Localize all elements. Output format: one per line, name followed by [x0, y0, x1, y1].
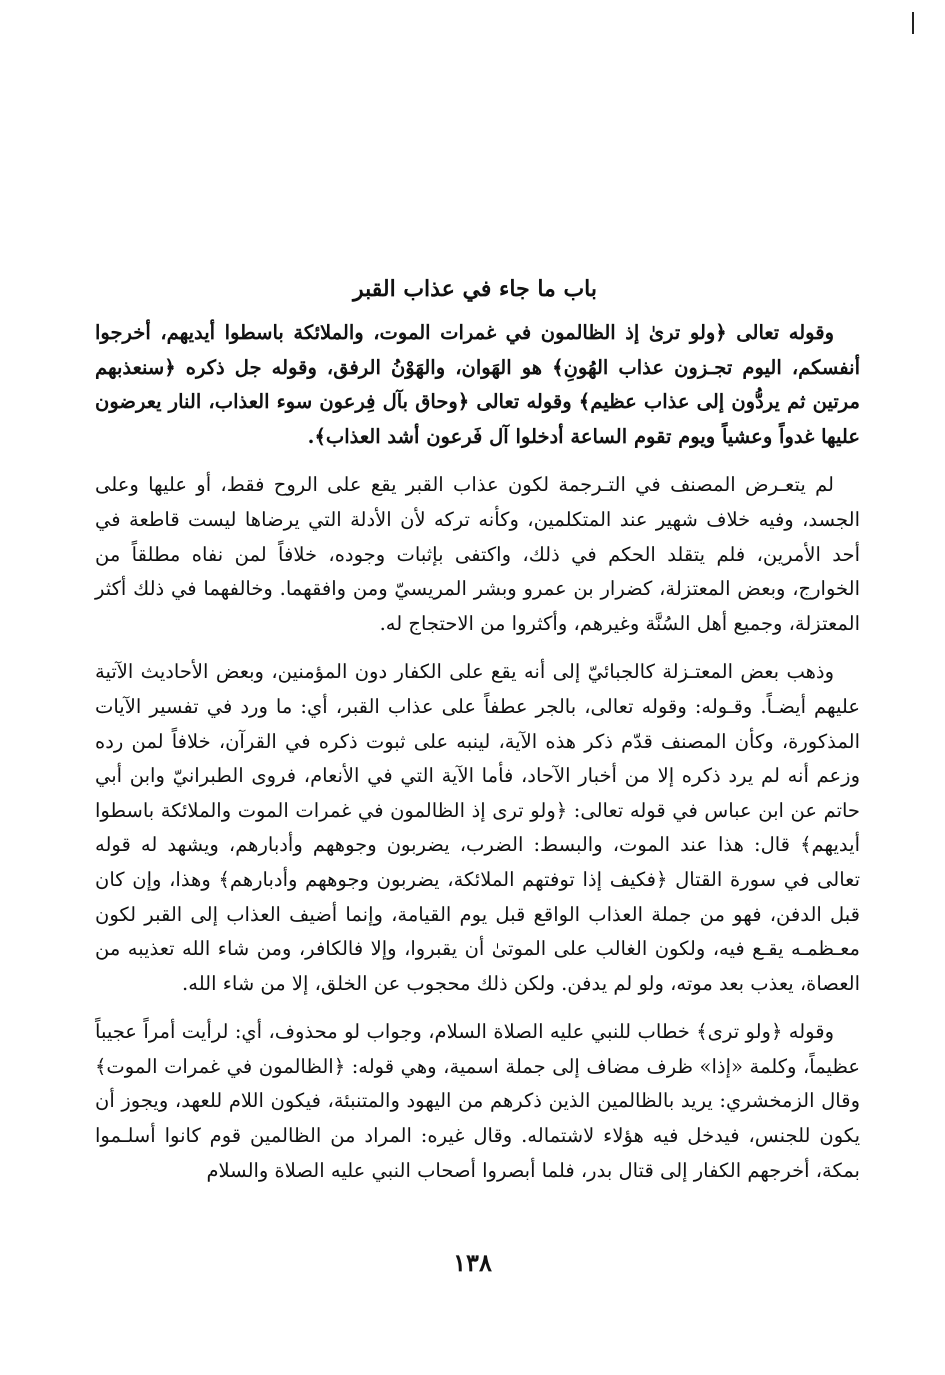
- body-text: [95, 316, 860, 1202]
- paragraph-commentary-1: لم يتعـرض المصنف في التـرجمة لكون عذاب القبر يقع على الروح فقط، أو عليها وعلى الجسد، وفيه خلاف شهير عند المتكلمين، وكأنه تركه لأن الأدلة التي يرضاها ليست قاطعة في أحد الأمرين، فلم يتقلد الحكم في ذلك، واكتفى بإثبات وجوده، خلافاً لمن نفاه مطلقاً من الخوارج، وبعض المعتزلة، كضرار بن عمرو وبشر المريسيّ ومن وافقهما. وخالفهما في ذلك أكثر المعتزلة، وجميع أهل السُنَّة وغيرهم، وأكثروا من الاحتجاج له.: [95, 473, 860, 635]
- chapter-heading: باب ما جاء في عذاب القبر: [352, 276, 598, 302]
- scan-margin-mark: [912, 12, 914, 34]
- page-number: ١٣٨: [453, 1248, 492, 1277]
- paragraph-commentary-2: وذهب بعض المعتـزلة كالجبائيّ إلى أنه يقع على الكفار دون المؤمنين، وبعض الأحاديث الآتية عليهم أيضـاً. وقـوله: وقوله تعالى، بالجر عطفاً على عذاب القبر، أي: ما ورد في تفسير الآيات المذكورة، وكأن المصنف قدّم ذكر هذه الآية، لينبه على ثبوت ذكره في القرآن، خلافاً لمن رده وزعم أنه لم يرد ذكره إلا من أخبار الآحاد، فأما الآية التي في الأنعام، فروى الطبرانيّ وابن أبي حاتم عن ابن عباس في قوله تعالى: ﴿ولو ترى إذ الظالمون في غمرات الموت والملائكة باسطوا أيديهم﴾ قال: هذا عند الموت، والبسط: الضرب، يضربون وجوههم وأدبارهم، ويشهد له قوله تعالى في سورة القتال ﴿فكيف إذا توفتهم الملائكة، يضربون وجوههم وأدبارهم﴾ وهذا، وإن كان قبل الدفن، فهو من جملة العذاب الواقع قبل يوم القيامة، وإنما أضيف العذاب إلى القبر لكون معـظمـه يقـع فيه، ولكون الغالب على الموتىٰ أن يقبروا، وإلا فالكافر، ومن شاء الله تعذيبه من العصاة، يعذب بعد موته، ولو لم يدفن. ولكن ذلك محجوب عن الخلق، إلا من شاء الله.: [95, 660, 860, 995]
- paragraph-quranic-verses: وقوله تعالى ﴿ولو ترىٰ إذ الظالمون في غمرات الموت، والملائكة باسطوا أيديهم، أخرجوا أنفسكم، اليوم تجـزون عذاب الهُونِ﴾ هو الهَوان، والهَوْنُ الرفق، وقوله جل ذكره ﴿سنعذبهم مرتين ثم يردُّون إلى عذاب عظيم﴾ وقوله تعالى ﴿وحاق بآل فِرعون سوء العذاب، النار يعرضون عليها غدواً وعشياً ويوم تقوم الساعة أدخلوا آل فَرعون أشد العذاب﴾.: [95, 321, 860, 448]
- paragraph-commentary-3: وقوله ﴿ولو ترى﴾ خطاب للنبي عليه الصلاة السلام، وجواب لو محذوف، أي: لرأيت أمراً عجيباً عظيماً، وكلمة «إذا» ظرف مضاف إلى جملة اسمية، وهي قوله: ﴿الظالمون في غمرات الموت﴾ وقال الزمخشري: يريد بالظالمين الذين ذكرهم من اليهود والمتنبئة، فيكون اللام للعهد، ويجوز أن يكون للجنس، فيدخل فيه هؤلاء لاشتماله. وقال غيره: المراد من الظالمين قوم كانوا أسلـموا بمكة، أخرجهم الكفار إلى قتال بدر، فلما أبصروا أصحاب النبي عليه الصلاة والسلام: [95, 1020, 860, 1182]
